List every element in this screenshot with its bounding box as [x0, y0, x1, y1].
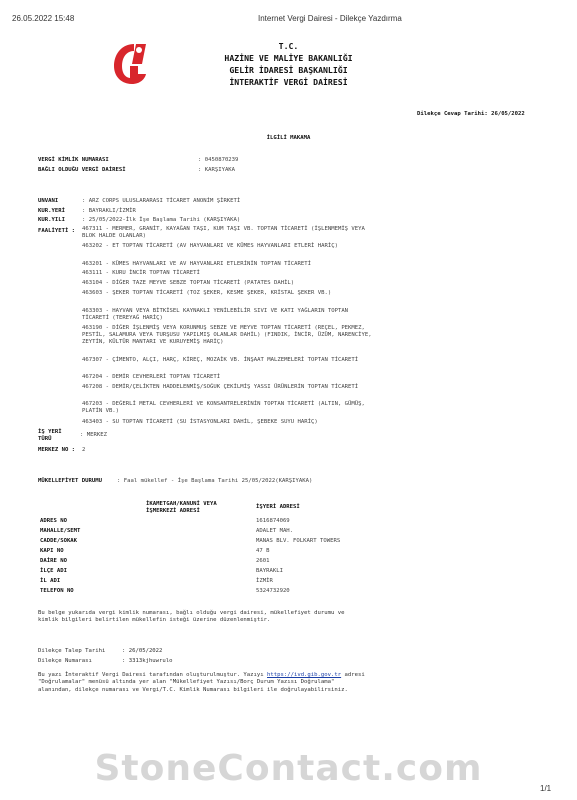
address-row-value: ADALET MAH.	[256, 528, 294, 534]
address-row-value: 2601	[256, 558, 270, 564]
org-line-presidency: GELİR İDARESİ BAŞKANLIĞI	[229, 65, 348, 75]
activity-item: 467307 - ÇİMENTO, ALÇI, HARÇ, KİREÇ, MOZAİK VB. İNŞAAT MALZEMELERİ TOPTAN TİCARETİ	[82, 357, 359, 363]
org-line-ministry: HAZİNE VE MALİYE BAKANLIĞI	[224, 53, 353, 63]
merkez-no-label: MERKEZ NO :	[38, 447, 76, 453]
address-row-label: ADRES NO	[40, 518, 67, 524]
is-yeri-label: İŞ YERİ TÜRÜ	[38, 429, 62, 443]
activity-item: 463202 - ET TOPTAN TİCARETİ (AV HAYVANLARI VE KÜMES HAYVANLARI ETLERİ HARİÇ)	[82, 243, 338, 249]
address-col-header-residence: İKAMETGAH/KANUNİ VEYA İŞMERKEZİ ADRESİ	[146, 501, 217, 515]
print-window-title: Internet Vergi Dairesi - Dilekçe Yazdırma	[258, 14, 402, 23]
unvan-label: UNVANI	[38, 198, 59, 204]
address-row-label: MAHALLE/SEMT	[40, 528, 81, 534]
activity-item: 467311 - MERMER, GRANİT, KAYAĞAN TAŞI, KUM TAŞI VB. TOPTAN TİCARETİ (İŞLENMEMİŞ VEYA BLOK HALDE OLANLAR)	[82, 226, 365, 240]
obligation-value: : Faal mükellef - İşe Başlama Tarihi 25/05/2022(KARŞIYAKA)	[117, 478, 313, 484]
addressee: İLGİLİ MAKAMA	[266, 135, 311, 141]
activity-item: 463111 - KURU İNCİR TOPTAN TİCARETİ	[82, 270, 200, 276]
address-row-value: MANAS BLV. FOLKART TOWERS	[256, 538, 341, 544]
tax-office-label: BAĞLI OLDUĞU VERGİ DAİRESİ	[38, 167, 126, 173]
stonecontact-watermark: StoneContact.com	[94, 748, 483, 789]
unvan-value: : ARZ CORPS ULUSLARARASI TİCARET ANONİM ŞİRKETİ	[82, 198, 241, 204]
reply-date: Dilekçe Cevap Tarihi: 26/05/2022	[417, 111, 525, 117]
tax-office-value: : KARŞIYAKA	[198, 167, 236, 173]
org-line-tc: T.C.	[278, 41, 299, 51]
notice-text: Bu belge yukarıda vergi kimlik numarası, bağlı olduğu vergi dairesi, mükellefiyet durumu ve kimlik bilgileri belirtilen mükellefin isteği üzerine düzenlenmiştir.	[38, 610, 345, 624]
kur-yili-value: : 25/05/2022-İlk İşe Başlama Tarihi (KARŞIYAKA)	[82, 217, 241, 223]
activity-item: 463104 - DİĞER TAZE MEYVE SEBZE TOPTAN TİCARETİ (PATATES DAHİL)	[82, 280, 295, 286]
request-date-value: : 26/05/2022	[122, 648, 163, 654]
request-date-label: Dilekçe Talep Tarihi	[38, 648, 106, 654]
kur-yili-label: KUR.YILI	[38, 217, 65, 223]
request-number-value: : 3313kjhuwrulo	[122, 658, 173, 664]
print-datetime: 26.05.2022 15:48	[12, 14, 75, 23]
ivd-verify-link[interactable]: https://ivd.gib.gov.tr	[267, 672, 342, 678]
faaliyet-label: FAALİYETİ :	[38, 228, 76, 234]
address-row-value: 1616874069	[256, 518, 290, 524]
is-yeri-value: : MERKEZ	[80, 432, 107, 438]
address-row-label: DAİRE NO	[40, 558, 67, 564]
activity-item: 467204 - DEMİR CEVHERLERİ TOPTAN TİCARETİ	[82, 374, 221, 380]
activity-item: 463201 - KÜMES HAYVANLARI VE AV HAYVANLARI ETLERİNİN TOPTAN TİCARETİ	[82, 261, 312, 267]
address-row-value: BAYRAKLI	[256, 568, 283, 574]
address-row-value: 5324732920	[256, 588, 290, 594]
activity-item: 463403 - SU TOPTAN TİCARETİ (SU İSTASYONLARI DAHİL, ŞEBEKE SUYU HARİÇ)	[82, 419, 318, 425]
address-row-label: İLÇE ADI	[40, 568, 67, 574]
activity-item: 467208 - DEMİR/ÇELİKTEN HADDELENMİŞ/SOĞUK ÇEKİLMİŞ YASSI ÜRÜNLERİN TOPTAN TİCARETİ	[82, 384, 359, 390]
address-col-header-workplace: İŞYERİ ADRESİ	[256, 504, 300, 510]
activity-item: 463190 - DİĞER İŞLENMİŞ VEYA KORUNMUŞ SEBZE VE MEYVE TOPTAN TİCARETİ (REÇEL, PEKMEZ, PESTİL, SALAMURA VEYA TURŞUSU YAPILMIŞ OLANLAR DAHİL) (FINDIK, İNCİR, ÜZÜM, NARENCİYE, ZEYTİN, KÜLTÜR MANTARI VE KURUYEMİŞ HARİÇ)	[82, 325, 372, 346]
activity-item: 463303 - HAYVAN VEYA BİTKİSEL KAYNAKLI YENİLEBİLİR SIVI VE KATI YAĞLARIN TOPTAN TİCARETİ (TEREYAĞ HARİÇ)	[82, 308, 349, 322]
activity-item: 467203 - DEĞERLİ METAL CEVHERLERİ VE KONSANTRELERİNİN TOPTAN TİCARETİ (ALTIN, GÜMÜŞ, PLATİN VB.)	[82, 401, 365, 415]
address-row-label: TELEFON NO	[40, 588, 74, 594]
merkez-no-value: 2	[82, 447, 86, 453]
kur-yeri-label: KUR.YERİ	[38, 208, 65, 214]
address-row-value: İZMİR	[256, 578, 273, 584]
address-row-label: İL ADI	[40, 578, 61, 584]
activity-item: 463603 - ŞEKER TOPTAN TİCARETİ (TOZ ŞEKER, KESME ŞEKER, KRİSTAL ŞEKER VB.)	[82, 290, 332, 296]
verify-text-2: adresi "Doğrulamalar" menüsü altında yer alan "Mükellefiyet Yazısı/Borç Durum Yazısı Doğrulama" alanından, dilekçe numarası ve Vergi/T.C. Kimlik Numarası bilgileri ile doğrulayabilirsiniz.	[38, 672, 365, 693]
address-row-value: 47 B	[256, 548, 270, 554]
verify-text	[38, 672, 368, 694]
page-number: 1/1	[540, 784, 552, 793]
kur-yeri-value: : BAYRAKLI/İZMİR	[82, 208, 136, 214]
vkn-value: : 0450870239	[198, 157, 239, 163]
verify-text-1: Bu yazı İnteraktif Vergi Dairesi tarafından oluşturulmuştur. Yazıyı	[38, 672, 264, 678]
vkn-label: VERGİ KİMLİK NUMARASI	[38, 157, 109, 163]
org-title	[0, 40, 577, 88]
org-line-ivd: İNTERAKTİF VERGİ DAİRESİ	[229, 77, 348, 87]
request-number-label: Dilekçe Numarası	[38, 658, 92, 664]
address-row-label: KAPI NO	[40, 548, 64, 554]
address-row-label: CADDE/SOKAK	[40, 538, 78, 544]
obligation-label: MÜKELLEFİYET DURUMU	[38, 478, 102, 484]
